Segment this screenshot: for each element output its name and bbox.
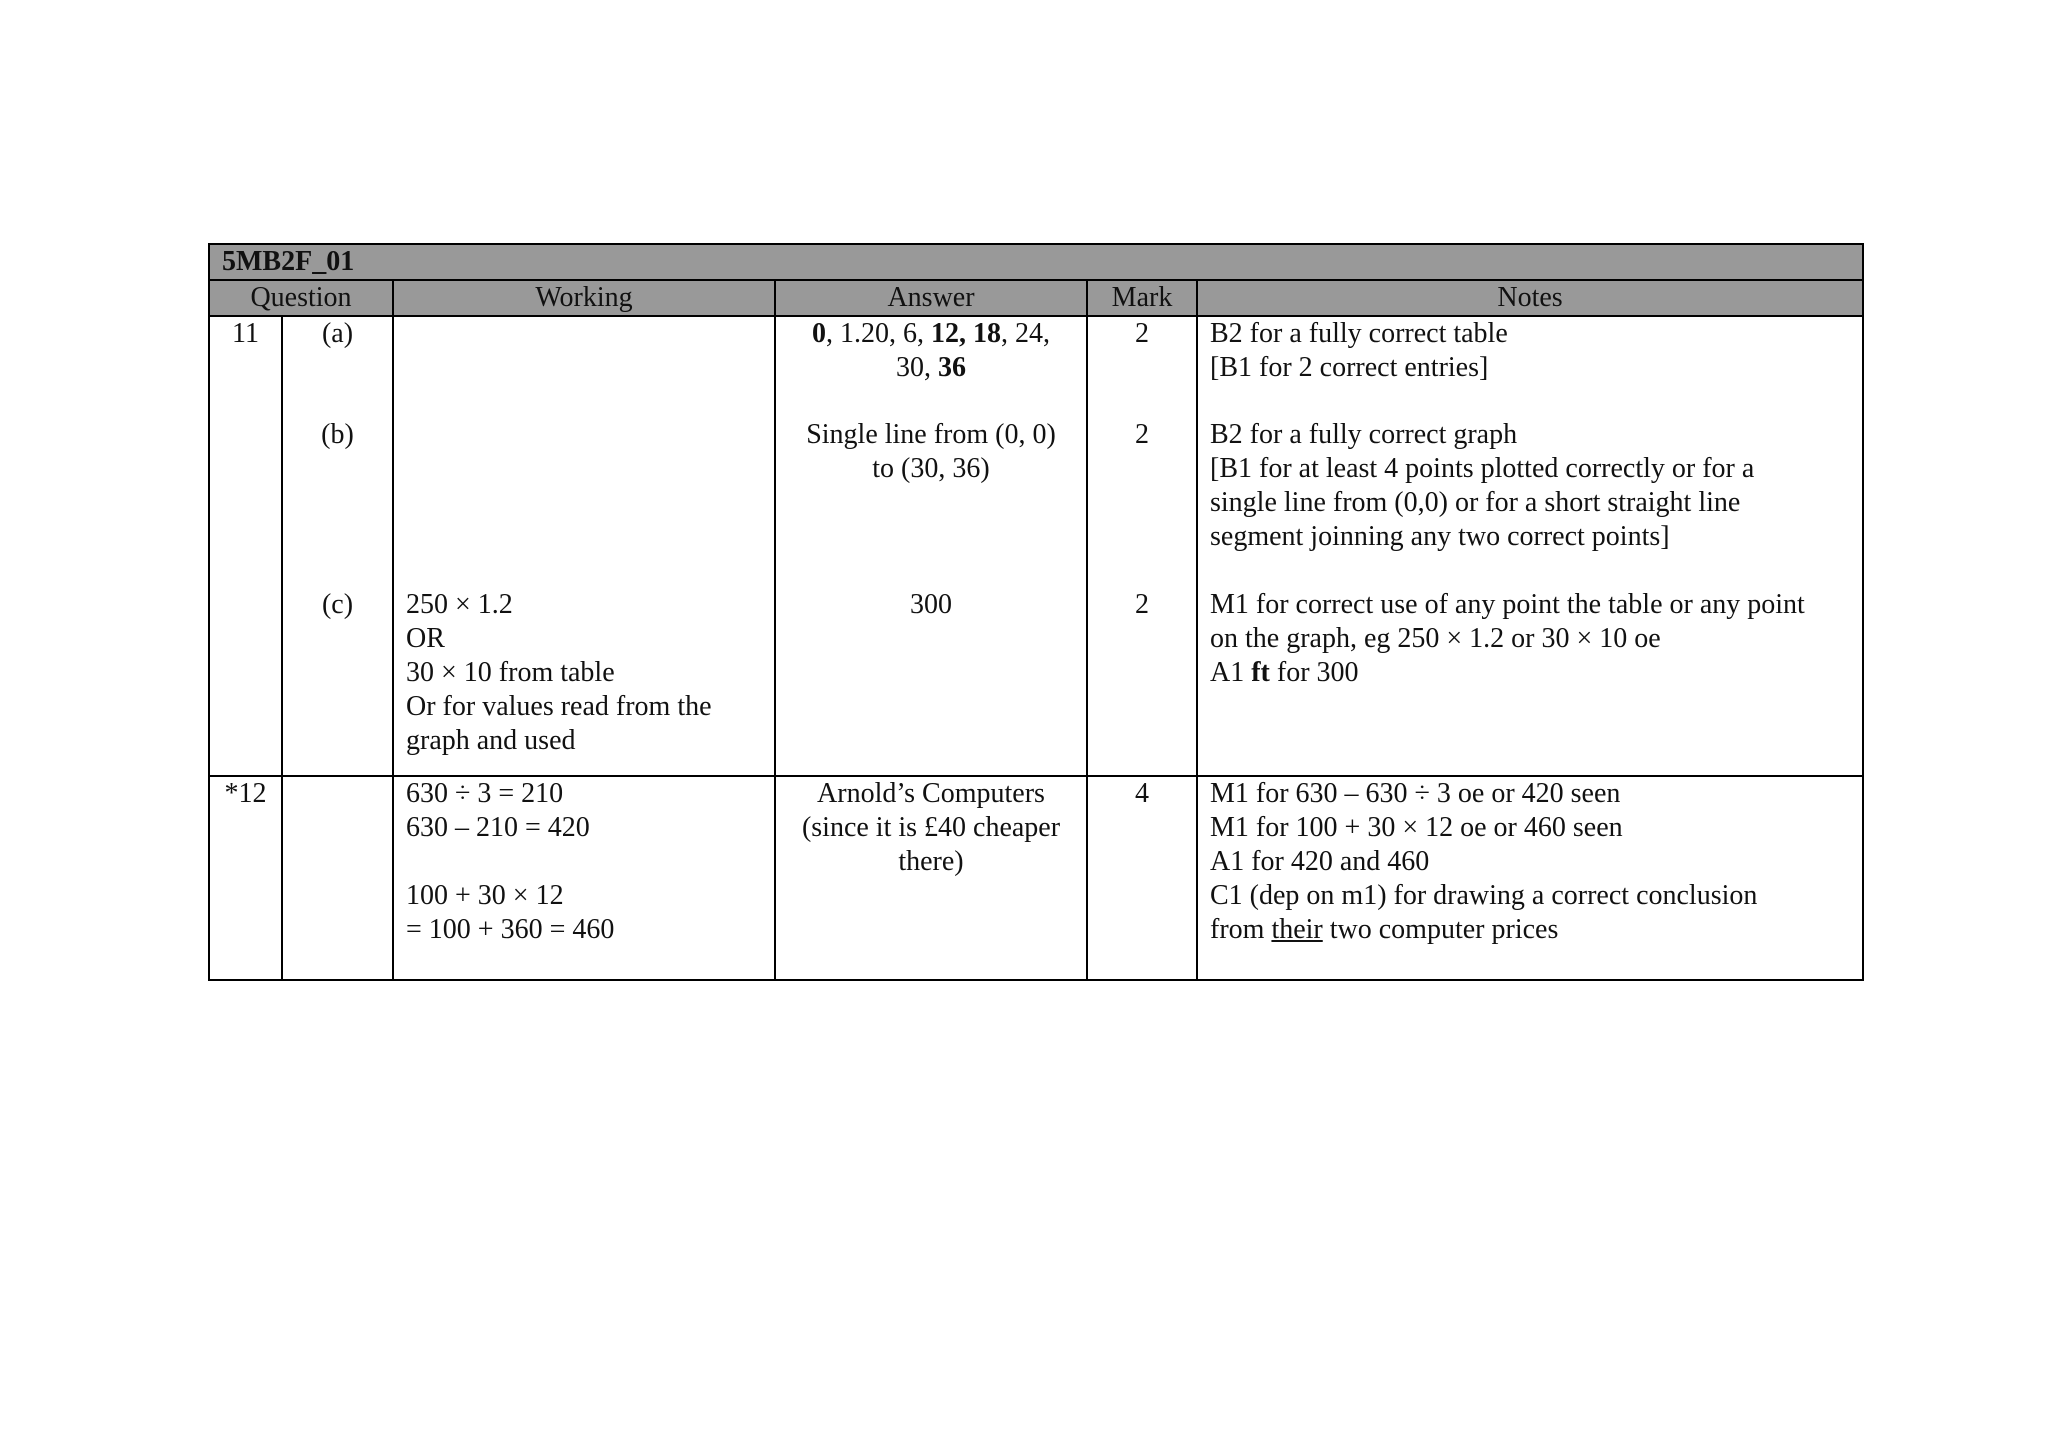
header-working: Working: [393, 280, 775, 316]
q11b-working: [393, 418, 775, 588]
q12-number: *12: [209, 776, 282, 980]
q11c-row: [209, 588, 1863, 776]
q11a-part: (a): [282, 316, 393, 418]
header-mark: Mark: [1087, 280, 1197, 316]
paper-code: 5MB2F_01: [209, 244, 1863, 280]
header-row: [209, 280, 1863, 316]
mark-scheme-table: [208, 243, 1864, 981]
q12-notes: M1 for 630 – 630 ÷ 3 oe or 420 seen M1 for 100 + 30 × 12 oe or 460 seen A1 for 420 and 460 C1 (dep on m1) for drawing a correct conclusion from their two computer prices: [1197, 776, 1863, 980]
q11b-row: [209, 418, 1863, 588]
q11b-part: (b): [282, 418, 393, 588]
q11c-part: (c): [282, 588, 393, 776]
q11a-working: [393, 316, 775, 418]
q11b-answer: Single line from (0, 0) to (30, 36): [775, 418, 1087, 588]
header-answer: Answer: [775, 280, 1087, 316]
q11a-answer: 0, 1.20, 6, 12, 18, 24, 30, 36: [775, 316, 1087, 418]
q11b-notes: B2 for a fully correct graph [B1 for at least 4 points plotted correctly or for a single line from (0,0) or for a short straight line segment joinning any two correct points]: [1197, 418, 1863, 588]
q11-number: 11: [209, 316, 282, 418]
q11a-row: [209, 316, 1863, 418]
q12-mark: 4: [1087, 776, 1197, 980]
q12-answer: Arnold’s Computers (since it is £40 cheaper there): [775, 776, 1087, 980]
q12-row: [209, 776, 1863, 980]
header-notes: Notes: [1197, 280, 1863, 316]
q11a-notes: B2 for a fully correct table [B1 for 2 correct entries]: [1197, 316, 1863, 418]
paper-code-row: [209, 244, 1863, 280]
q12-part: [282, 776, 393, 980]
q11c-notes: M1 for correct use of any point the table or any point on the graph, eg 250 × 1.2 or 30 × 10 oe A1 ft for 300: [1197, 588, 1863, 776]
q12-working: 630 ÷ 3 = 210 630 – 210 = 420 100 + 30 × 12 = 100 + 360 = 460: [393, 776, 775, 980]
header-question: Question: [209, 280, 393, 316]
q11b-mark: 2: [1087, 418, 1197, 588]
q11c-mark: 2: [1087, 588, 1197, 776]
q11c-answer: 300: [775, 588, 1087, 776]
mark-scheme-page: [208, 243, 1862, 981]
q11a-mark: 2: [1087, 316, 1197, 418]
q11c-working: 250 × 1.2 OR 30 × 10 from table Or for values read from the graph and used: [393, 588, 775, 776]
